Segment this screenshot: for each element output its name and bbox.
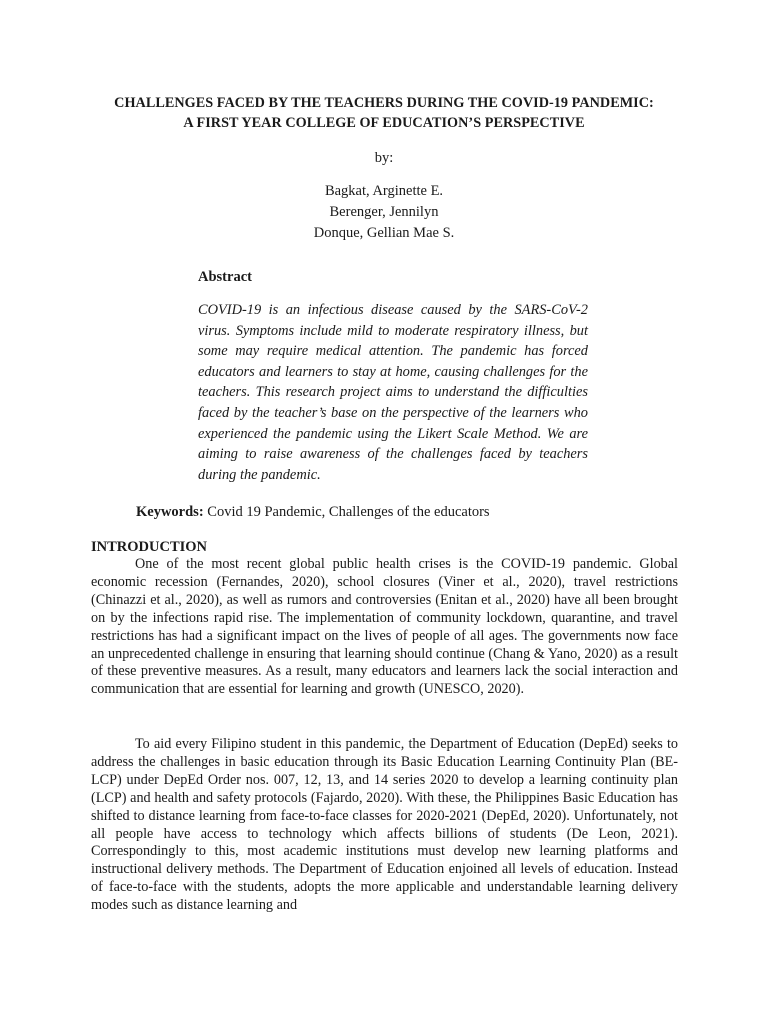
keywords-label: Keywords: [136,504,204,520]
paper-title-line-1: CHALLENGES FACED BY THE TEACHERS DURING THE COVID-19 PANDEMIC: [114,95,654,111]
keywords-line [136,502,490,522]
abstract-heading: Abstract [198,269,252,285]
introduction-paragraph: To aid every Filipino student in this pandemic, the Department of Education (DepEd) seeks to address the challenges in basic education through its Basic Education Learning Continuity Plan (BE-LCP) under DepEd Order nos. 007, 12, 13, and 14 series 2020 to develop a learning continuity plan (LCP) and health and safety protocols (Fajardo, 2020). With these, the Philippines Basic Education has shifted to distance learning from face-to-face classes for 2020-2021 (DepEd, 2020). Unfortunately, not all people have access to technology which affects billions of students (De Leon, 2021). Correspondingly to this, most academic institutions must develop new learning platforms and instructional delivery methods. The Department of Education enjoined all levels of education. Instead of face-to-face with the students, adopts the more applicable and understandable learning delivery modes such as distance learning and [91,736,678,914]
keywords-text: Covid 19 Pandemic, Challenges of the educators [203,504,490,520]
introduction-paragraph: One of the most recent global public health crises is the COVID-19 pandemic. Global economic recession (Fernandes, 2020), school closures (Viner et al., 2020), travel restrictions (Chinazzi et al., 2020), as well as rumors and controversies (Enitan et al., 2020) have all been brought on by the infections rapid rise. The implementation of community lockdown, quarantine, and travel restrictions has had a significant impact on the lives of people of all ages. The governments now face an unprecedented challenge in ensuring that learning should continue (Chang & Yano, 2020) as a result of these preventive measures. As a result, many educators and learners lack the social interaction and communication that are essential for learning and growth (UNESCO, 2020). [91,556,678,698]
paper-title-line-2: A FIRST YEAR COLLEGE OF EDUCATION’S PERSPECTIVE [183,115,585,131]
author-name: Berenger, Jennilyn [329,204,439,220]
byline: by: [374,150,394,166]
abstract-text: COVID-19 is an infectious disease caused by the SARS-CoV-2 virus. Symptoms include mild to moderate respiratory illness, but some may require medical attention. The pandemic has forced educators and learners to stay at home, causing challenges for the teachers. This research project aims to understand the difficulties faced by the teacher’s base on the perspective of the learners who experienced the pandemic using the Likert Scale Method. We are aiming to raise awareness of the challenges faced by teachers during the pandemic. [198,302,588,483]
author-name: Donque, Gellian Mae S. [313,225,455,241]
author-name: Bagkat, Arginette E. [324,183,444,199]
introduction-heading: INTRODUCTION [91,539,208,555]
